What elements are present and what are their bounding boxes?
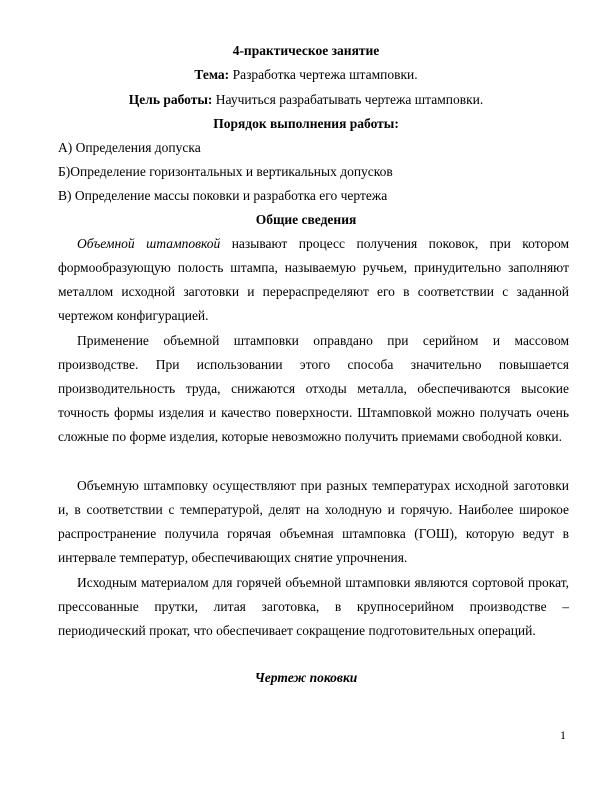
topic-text: Разработка чертежа штамповки.: [229, 67, 418, 82]
term-volume-stamping: Объемной штамповкой: [77, 236, 221, 251]
goal-text: Научиться разрабатывать чертежа штамповки.: [212, 92, 484, 107]
procedure-item-a: А) Определения допуска: [58, 140, 201, 155]
lesson-title: 4-практическое занятие: [232, 43, 380, 58]
paragraph-definition: [58, 232, 569, 328]
paragraph-temperature: Объемную штамповку осуществляют при разных температурах исходной заготовки и, в соответствии с температурой, делят на холодную и горячую. Наиболее широкое распространение получила горячая объемная штамповка (ГОШ), которую ведут в интервале температур, обеспечивающих снятие упрочнения.: [58, 478, 569, 566]
paragraph-definition-text: называют процесс получения поковок, при котором формообразующую полость штампа, называемую ручьем, принудительно заполняют металлом исходной заготовки и перераспределяют его в соответствии с заданной чертежом конфигурацией.: [58, 236, 569, 324]
general-heading: Общие сведения: [255, 212, 357, 227]
topic-line: [0, 67, 612, 83]
goal-label: Цель работы:: [128, 92, 213, 107]
procedure-heading: Порядок выполнения работы:: [213, 116, 399, 131]
paragraph-material: Исходным материалом для горячей объемной штамповки являются сортовой прокат, прессованные прутки, литая заготовка, в крупносерийном производстве – периодический прокат, что обеспечивает сокращение подготовительных операций.: [58, 575, 569, 639]
goal-line: [0, 92, 612, 108]
paragraph-application: Применение объемной штамповки оправдано при серийном и массовом производстве. При использовании этого способа значительно повышается производительность труда, снижаются отходы металла, обеспечиваются высокие точность формы изделия и качество поверхности. Штамповкой можно получать очень сложные по форме изделия, которые невозможно получить приемами свободной ковки.: [58, 333, 569, 445]
page-number: 1: [560, 728, 566, 742]
procedure-item-b: Б)Определение горизонтальных и вертикальных допусков: [58, 164, 393, 179]
drawing-heading: Чертеж поковки: [254, 670, 358, 685]
procedure-item-c: В) Определение массы поковки и разработка его чертежа: [58, 188, 388, 203]
topic-label: Тема:: [194, 67, 230, 82]
